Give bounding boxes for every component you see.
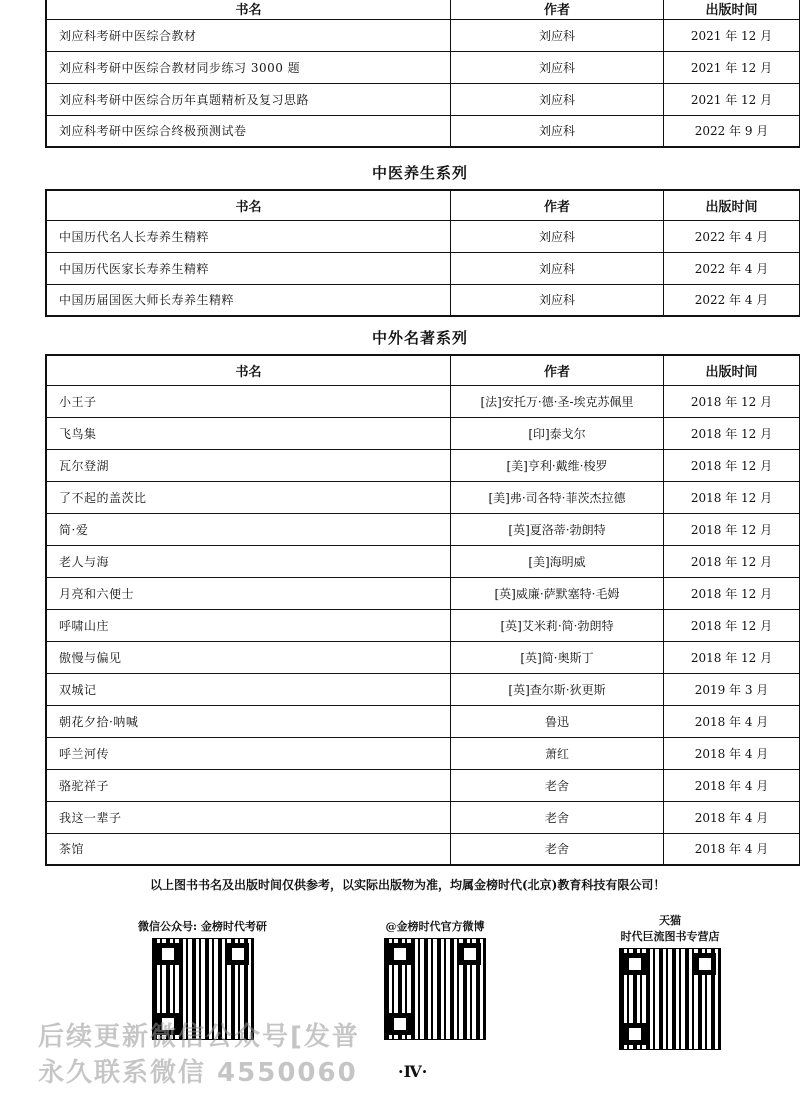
book-title: 双城记 bbox=[46, 673, 451, 705]
table-row bbox=[46, 513, 800, 545]
table-row bbox=[46, 115, 800, 147]
header-title: 书名 bbox=[46, 190, 451, 220]
book-date: 2022 年 4 月 bbox=[664, 220, 800, 252]
book-title: 中国历代名人长寿养生精粹 bbox=[46, 220, 451, 252]
book-title: 中国历届国医大师长寿养生精粹 bbox=[46, 284, 451, 316]
health-table bbox=[45, 189, 800, 317]
qr-corner bbox=[389, 1013, 411, 1035]
book-author: 刘应科 bbox=[451, 252, 664, 284]
table-row bbox=[46, 83, 800, 115]
book-date: 2019 年 3 月 bbox=[664, 673, 800, 705]
textbook-table bbox=[45, 0, 800, 148]
table-row bbox=[46, 220, 800, 252]
book-author: [法]安托万·德·圣-埃克苏佩里 bbox=[451, 385, 664, 417]
book-author: 老舍 bbox=[451, 801, 664, 833]
book-author: 老舍 bbox=[451, 769, 664, 801]
book-title: 刘应科考研中医综合终极预测试卷 bbox=[46, 115, 451, 147]
book-date: 2018 年 4 月 bbox=[664, 801, 800, 833]
book-author: 刘应科 bbox=[451, 115, 664, 147]
book-title: 呼啸山庄 bbox=[46, 609, 451, 641]
weibo-qr-block bbox=[375, 918, 495, 1040]
book-title: 骆驼祥子 bbox=[46, 769, 451, 801]
book-title: 瓦尔登湖 bbox=[46, 449, 451, 481]
book-date: 2018 年 12 月 bbox=[664, 417, 800, 449]
weibo-qr-label: @金榜时代官方微博 bbox=[385, 920, 485, 933]
book-date: 2018 年 4 月 bbox=[664, 737, 800, 769]
book-date: 2018 年 12 月 bbox=[664, 609, 800, 641]
book-date: 2018 年 4 月 bbox=[664, 705, 800, 737]
book-author: 刘应科 bbox=[451, 51, 664, 83]
book-date: 2018 年 12 月 bbox=[664, 545, 800, 577]
book-author: 萧红 bbox=[451, 737, 664, 769]
table-row bbox=[46, 577, 800, 609]
book-author: 刘应科 bbox=[451, 284, 664, 316]
book-date: 2021 年 12 月 bbox=[664, 19, 800, 51]
tmall-logo: 天猫 bbox=[659, 914, 681, 927]
book-author: [美]弗·司各特·菲茨杰拉德 bbox=[451, 481, 664, 513]
section-title-classics: 中外名著系列 bbox=[371, 329, 468, 347]
header-author: 作者 bbox=[451, 355, 664, 385]
table-row bbox=[46, 769, 800, 801]
section-title-health: 中医养生系列 bbox=[371, 164, 468, 182]
table-row bbox=[46, 833, 800, 865]
book-title: 刘应科考研中医综合教材 bbox=[46, 19, 451, 51]
header-date: 出版时间 bbox=[664, 190, 800, 220]
header-author: 作者 bbox=[451, 0, 664, 19]
section3-body bbox=[46, 385, 800, 865]
book-author: [英]查尔斯·狄更斯 bbox=[451, 673, 664, 705]
qr-corner bbox=[624, 1023, 646, 1045]
book-author: 刘应科 bbox=[451, 220, 664, 252]
wechat-qr-label: 微信公众号: 金榜时代考研 bbox=[138, 920, 267, 933]
tmall-qr-label: 时代巨流图书专营店 bbox=[620, 930, 720, 943]
book-title: 我这一辈子 bbox=[46, 801, 451, 833]
table-row bbox=[46, 673, 800, 705]
tmall-qr-block bbox=[605, 912, 735, 1050]
book-author: [英]艾米莉·简·勃朗特 bbox=[451, 609, 664, 641]
book-author: 刘应科 bbox=[451, 19, 664, 51]
book-date: 2022 年 4 月 bbox=[664, 252, 800, 284]
book-date: 2021 年 12 月 bbox=[664, 51, 800, 83]
book-title: 刘应科考研中医综合教材同步练习 3000 题 bbox=[46, 51, 451, 83]
table-row bbox=[46, 417, 800, 449]
book-date: 2021 年 12 月 bbox=[664, 83, 800, 115]
book-date: 2018 年 12 月 bbox=[664, 641, 800, 673]
table-row bbox=[46, 641, 800, 673]
book-date: 2018 年 12 月 bbox=[664, 449, 800, 481]
book-date: 2018 年 12 月 bbox=[664, 385, 800, 417]
header-title: 书名 bbox=[46, 0, 451, 19]
disclaimer-note: 以上图书书名及出版时间仅供参考，以实际出版物为准，均属金榜时代(北京)教育科技有限公司！ bbox=[150, 878, 666, 892]
book-date: 2018 年 12 月 bbox=[664, 513, 800, 545]
table-row bbox=[46, 449, 800, 481]
watermark-line1: 后续更新微信公众号[发普 bbox=[38, 1022, 360, 1052]
book-author: 鲁迅 bbox=[451, 705, 664, 737]
table-row bbox=[46, 481, 800, 513]
book-title: 简·爱 bbox=[46, 513, 451, 545]
table-row bbox=[46, 705, 800, 737]
classics-table bbox=[45, 354, 800, 866]
header-author: 作者 bbox=[451, 190, 664, 220]
book-author: [美]亨利·戴维·梭罗 bbox=[451, 449, 664, 481]
table-row bbox=[46, 252, 800, 284]
book-date: 2018 年 4 月 bbox=[664, 769, 800, 801]
book-title: 飞鸟集 bbox=[46, 417, 451, 449]
book-title: 月亮和六便士 bbox=[46, 577, 451, 609]
book-title: 傲慢与偏见 bbox=[46, 641, 451, 673]
tmall-qr-code[interactable] bbox=[619, 948, 721, 1050]
book-title: 中国历代医家长寿养生精粹 bbox=[46, 252, 451, 284]
book-title: 茶馆 bbox=[46, 833, 451, 865]
book-title: 了不起的盖茨比 bbox=[46, 481, 451, 513]
table-row bbox=[46, 609, 800, 641]
book-title: 朝花夕拾·呐喊 bbox=[46, 705, 451, 737]
table-row bbox=[46, 51, 800, 83]
table-row bbox=[46, 284, 800, 316]
book-title: 刘应科考研中医综合历年真题精析及复习思路 bbox=[46, 83, 451, 115]
table-row bbox=[46, 19, 800, 51]
book-author: 老舍 bbox=[451, 833, 664, 865]
watermark-line2: 永久联系微信 4550060 bbox=[38, 1058, 358, 1088]
book-author: [美]海明威 bbox=[451, 545, 664, 577]
book-title: 老人与海 bbox=[46, 545, 451, 577]
book-title: 小王子 bbox=[46, 385, 451, 417]
header-title: 书名 bbox=[46, 355, 451, 385]
header-date: 出版时间 bbox=[664, 0, 800, 19]
book-date: 2022 年 4 月 bbox=[664, 284, 800, 316]
book-date: 2022 年 9 月 bbox=[664, 115, 800, 147]
book-author: [英]简·奥斯丁 bbox=[451, 641, 664, 673]
book-author: 刘应科 bbox=[451, 83, 664, 115]
section1-body bbox=[46, 19, 800, 147]
table-row bbox=[46, 385, 800, 417]
book-author: [英]夏洛蒂·勃朗特 bbox=[451, 513, 664, 545]
book-date: 2018 年 12 月 bbox=[664, 577, 800, 609]
book-date: 2018 年 12 月 bbox=[664, 481, 800, 513]
table-row bbox=[46, 545, 800, 577]
header-date: 出版时间 bbox=[664, 355, 800, 385]
table-row bbox=[46, 737, 800, 769]
weibo-qr-code[interactable] bbox=[384, 938, 486, 1040]
table-row bbox=[46, 801, 800, 833]
page-number: ·Ⅳ· bbox=[398, 1062, 428, 1081]
book-author: [印]泰戈尔 bbox=[451, 417, 664, 449]
book-title: 呼兰河传 bbox=[46, 737, 451, 769]
book-author: [英]威廉·萨默塞特·毛姆 bbox=[451, 577, 664, 609]
book-date: 2018 年 4 月 bbox=[664, 833, 800, 865]
